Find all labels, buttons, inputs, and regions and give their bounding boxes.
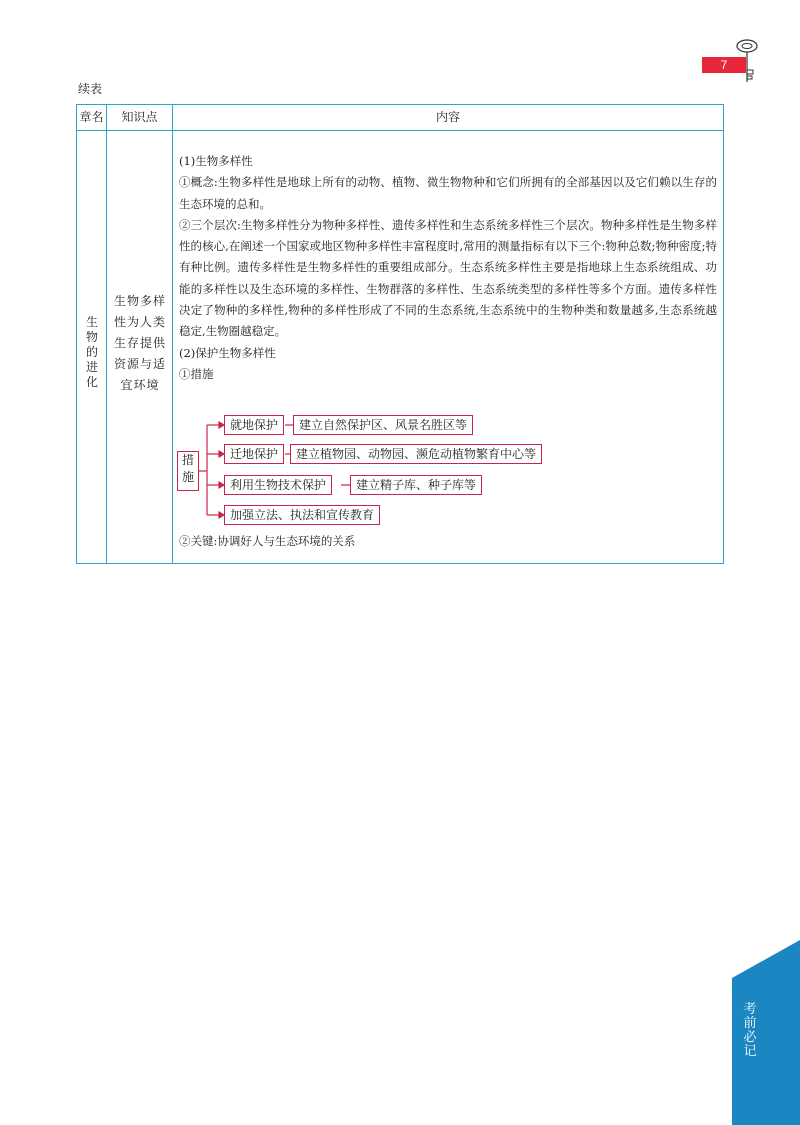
chapter-char: 的 — [85, 345, 98, 359]
levels-paragraph: ②三个层次:生物多样性分为物种多样性、遗传多样性和生态系统多样性三个层次。物种多样性是生物多样性的核心,在阐述一个国家或地区物种多样性丰富程度时,常用的测量指标有以下三个:物种总数;物种密度;特有种比例。遗传多样性是生物多样性的重要组成部分。生态系统多样性主要是指地球上生态系统组成、功能的多样性以及生态环境的多样性、生物群落的多样性、生态系统类型的多样性等多个方面。遗传多样性决定了物种的多样性,物种的多样性形成了不同的生态系统,生态系统中的生物种类和数量越多,生态系统越稳定,生物圈越稳定。 — [179, 217, 717, 339]
knowledge-point — [108, 291, 172, 396]
header-chapter: 章名 — [79, 110, 104, 124]
diagram-root-measures: 措施 — [177, 451, 199, 491]
in-situ-conservation-box: 就地保护 — [224, 415, 284, 435]
section-heading: (1)生物多样性 — [179, 154, 253, 168]
content-text — [179, 151, 717, 385]
chapter-name — [77, 315, 107, 390]
page-number: 7 — [702, 57, 746, 73]
legislation-education-box: 加强立法、执法和宣传教育 — [224, 505, 380, 525]
knowledge-line: 宜环境 — [120, 378, 160, 392]
knowledge-line: 性为人类 — [113, 315, 166, 329]
header-content: 内容 — [435, 110, 460, 124]
chapter-char: 物 — [85, 330, 98, 344]
side-tab-char: 前 — [743, 1015, 757, 1030]
measures-label: ①措施 — [179, 366, 214, 381]
column-divider — [172, 105, 173, 563]
side-tab-char: 考 — [743, 1001, 757, 1016]
knowledge-line: 生物多样 — [113, 294, 166, 308]
knowledge-line: 资源与适 — [113, 357, 166, 371]
ex-situ-detail-box: 建立植物园、动物园、濒危动植物繁育中心等 — [290, 444, 542, 464]
side-tab-char: 记 — [743, 1043, 757, 1058]
header-divider — [77, 130, 723, 131]
biotech-detail-box: 建立精子库、种子库等 — [350, 475, 482, 495]
in-situ-detail-box: 建立自然保护区、风景名胜区等 — [293, 415, 473, 435]
knowledge-line: 生存提供 — [113, 336, 166, 350]
header-knowledge-point: 知识点 — [121, 110, 158, 124]
side-tab-label — [742, 1002, 758, 1058]
continued-label: 续表 — [78, 82, 103, 96]
ex-situ-conservation-box: 迁地保护 — [224, 444, 284, 464]
knowledge-table — [76, 104, 724, 564]
section-heading: (2)保护生物多样性 — [179, 345, 276, 360]
chapter-char: 化 — [85, 375, 98, 389]
concept-paragraph: ①概念:生物多样性是地球上所有的动物、植物、微生物物种和它们所拥有的全部基因以及它们赖以生存的生态环境的总和。 — [179, 175, 717, 211]
chapter-char: 生 — [85, 315, 98, 329]
biotech-conservation-box: 利用生物技术保护 — [224, 475, 332, 495]
chapter-char: 进 — [85, 360, 98, 374]
key-point-note: ②关键:协调好人与生态环境的关系 — [179, 534, 356, 548]
side-tab-char: 必 — [743, 1029, 757, 1044]
